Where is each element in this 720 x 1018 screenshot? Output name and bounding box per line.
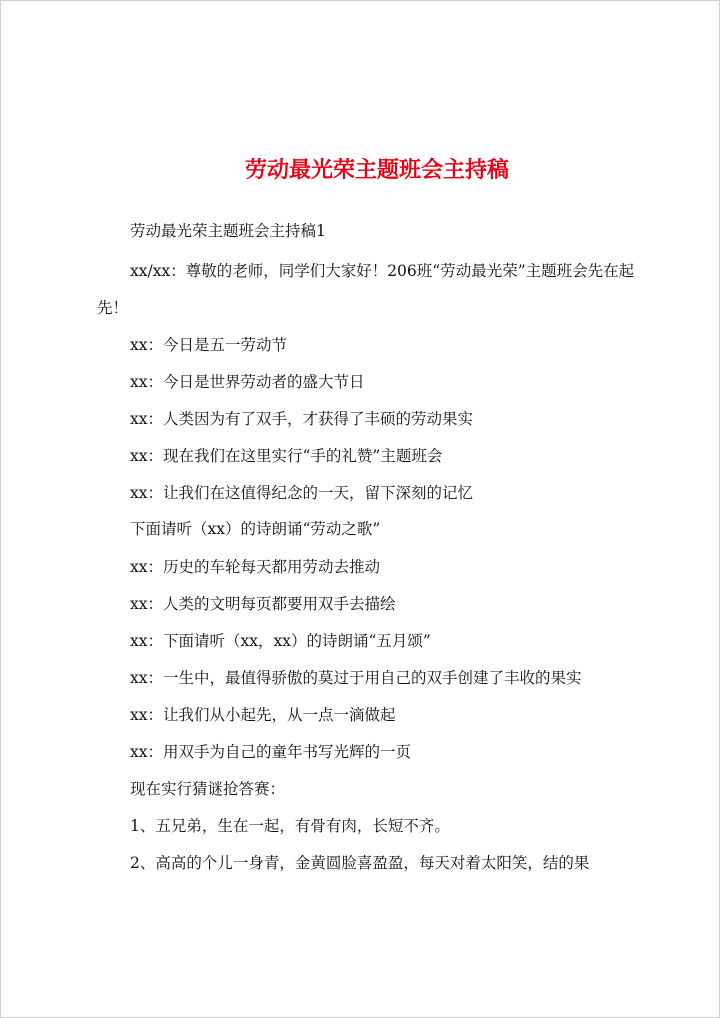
paragraph: xx：下面请听（xx，xx）的诗朗诵“五月颂” <box>130 632 431 650</box>
paragraph: 1、五兄弟，生在一起，有骨有肉，长短不齐。 <box>130 817 450 835</box>
paragraph: xx：现在我们在这里实行“手的礼赞”主题班会 <box>130 447 443 465</box>
paragraph: xx：用双手为自己的童年书写光辉的一页 <box>130 743 411 761</box>
paragraph: xx：历史的车轮每天都用劳动去推动 <box>130 558 380 576</box>
paragraph: xx：让我们在这值得纪念的一天，留下深刻的记忆 <box>130 484 473 502</box>
paragraph-opening: xx/xx：尊敬的老师，同学们大家好！206班“劳动最光荣”主题班会先在起先！ <box>97 262 635 317</box>
paragraph: 下面请听（xx）的诗朗诵“劳动之歌” <box>130 520 381 538</box>
paragraph: 现在实行猜谜抢答赛： <box>130 780 286 798</box>
paragraph: xx：人类因为有了双手，才获得了丰硕的劳动果实 <box>130 410 473 428</box>
paragraph: 2、高高的个儿一身青，金黄圆脸喜盈盈，每天对着太阳笑，结的果 <box>130 854 590 872</box>
paragraph: xx：一生中，最值得骄傲的莫过于用自己的双手创建了丰收的果实 <box>130 669 582 687</box>
paragraph: xx：今日是五一劳动节 <box>130 336 287 354</box>
paragraph: xx：今日是世界劳动者的盛大节日 <box>130 373 365 391</box>
paragraph: xx：人类的文明每页都要用双手去描绘 <box>130 595 396 613</box>
paragraph: xx：让我们从小起先，从一点一滴做起 <box>130 706 396 724</box>
document-title: 劳动最光荣主题班会主持稿 <box>244 157 509 183</box>
paragraph-subtitle: 劳动最光荣主题班会主持稿1 <box>130 222 326 240</box>
